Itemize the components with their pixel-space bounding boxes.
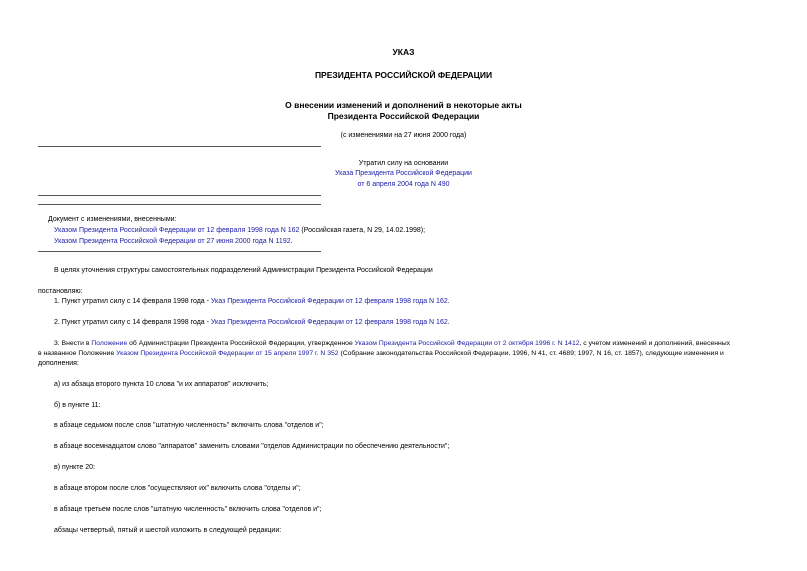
paragraph-2 [54, 318, 450, 327]
paragraph-3-line2 [38, 349, 724, 358]
decree-word: постановляю: [38, 288, 83, 295]
item-b: б) в пункте 11: [54, 402, 101, 409]
changes-item-tail: (Российская газета, N 29, 14.02.1998); [299, 227, 426, 234]
separator-rule [38, 204, 321, 205]
paragraph-2-text: 2. Пункт утратил силу с 14 февраля 1998 года - [54, 319, 211, 326]
changes-link-2000[interactable]: Указом Президента Российской Федерации от 27 июня 2000 года N 1192 [54, 238, 291, 245]
changes-item-tail: . [290, 238, 293, 245]
changes-intro: Документ с изменениями, внесенными: [48, 216, 177, 223]
item-v-2: в абзаце третьем после слов "штатную численность" включить слова "отделов и"; [54, 506, 322, 513]
p3-text-b: об Администрации Президента Российской Федерации, утвержденное [127, 340, 355, 347]
invalid-note-link-date[interactable]: от 6 апреля 2004 года N 490 [357, 181, 450, 188]
paragraph-2-tail: . [447, 319, 450, 326]
doc-title-ukaz: УКАЗ [392, 47, 415, 57]
p3-text-a: 3. Внести в [54, 340, 92, 347]
changes-item [54, 237, 293, 246]
doc-title-president: ПРЕЗИДЕНТА РОССИЙСКОЙ ФЕДЕРАЦИИ [314, 70, 493, 80]
paragraph-1-link[interactable]: Указ Президента Российской Федерации от 12 февраля 1998 года N 162 [210, 298, 448, 305]
paragraph-3-line3: дополнения: [38, 360, 79, 367]
doc-subject-line2: Президента Российской Федерации [327, 111, 480, 121]
invalid-note-link[interactable]: Указа Президента Российской Федерации [335, 170, 472, 177]
item-a: а) из абзаца второго пункта 10 слова "и их аппаратов" исключить; [54, 381, 269, 388]
item-v-1: в абзаце втором после слов "осуществляют их" включить слова "отделы и"; [54, 485, 301, 492]
p3-text-e: (Собрание законодательства Российской Федерации, 1996, N 41, ст. 4689; 1997, N 16, ст. 1857), следующие изменения и [338, 350, 724, 357]
item-b-1: в абзаце седьмом после слов "штатную численность" включить слова "отделов и"; [54, 422, 324, 429]
paragraph-3-line1 [54, 339, 730, 348]
changes-link-1998[interactable]: Указом Президента Российской Федерации от 12 февраля 1998 года N 162 [54, 227, 300, 234]
paragraph-1-tail: . [447, 298, 450, 305]
changes-item [54, 226, 425, 235]
item-b-2: в абзаце восемнадцатом слово "аппаратов" заменить словами "отделов Администрации по обеспечению деятельности"; [54, 443, 450, 450]
item-v-3: абзацы четвертый, пятый и шестой изложить в следующей редакции: [54, 527, 282, 534]
invalid-note-line1: Утратил силу на основании [358, 160, 449, 167]
paragraph-1-text: 1. Пункт утратил силу с 14 февраля 1998 года - [54, 298, 211, 305]
amended-note: (с изменениями на 27 июня 2000 года) [340, 132, 467, 139]
p3-link-1997[interactable]: Указом Президента Российской Федерации от 15 апреля 1997 г. N 352 [116, 350, 339, 357]
separator-rule [38, 251, 321, 252]
separator-rule [38, 195, 321, 196]
p3-text-d: в названное Положение [38, 350, 117, 357]
preamble-text: В целях уточнения структуры самостоятельных подразделений Администрации Президента Российской Федерации [54, 267, 433, 274]
paragraph-2-link[interactable]: Указ Президента Российской Федерации от 12 февраля 1998 года N 162 [210, 319, 448, 326]
p3-text-c: , с учетом изменений и дополнений, внесенных [579, 340, 731, 347]
doc-subject-line1: О внесении изменений и дополнений в некоторые акты [285, 100, 522, 110]
paragraph-1 [54, 297, 450, 306]
item-v: в) пункте 20: [54, 464, 95, 471]
separator-rule [38, 146, 321, 147]
p3-link-1996[interactable]: Указом Президента Российской Федерации от 2 октября 1996 г. N 1412 [354, 340, 580, 347]
p3-link-polozhenie[interactable]: Положение [91, 340, 128, 347]
